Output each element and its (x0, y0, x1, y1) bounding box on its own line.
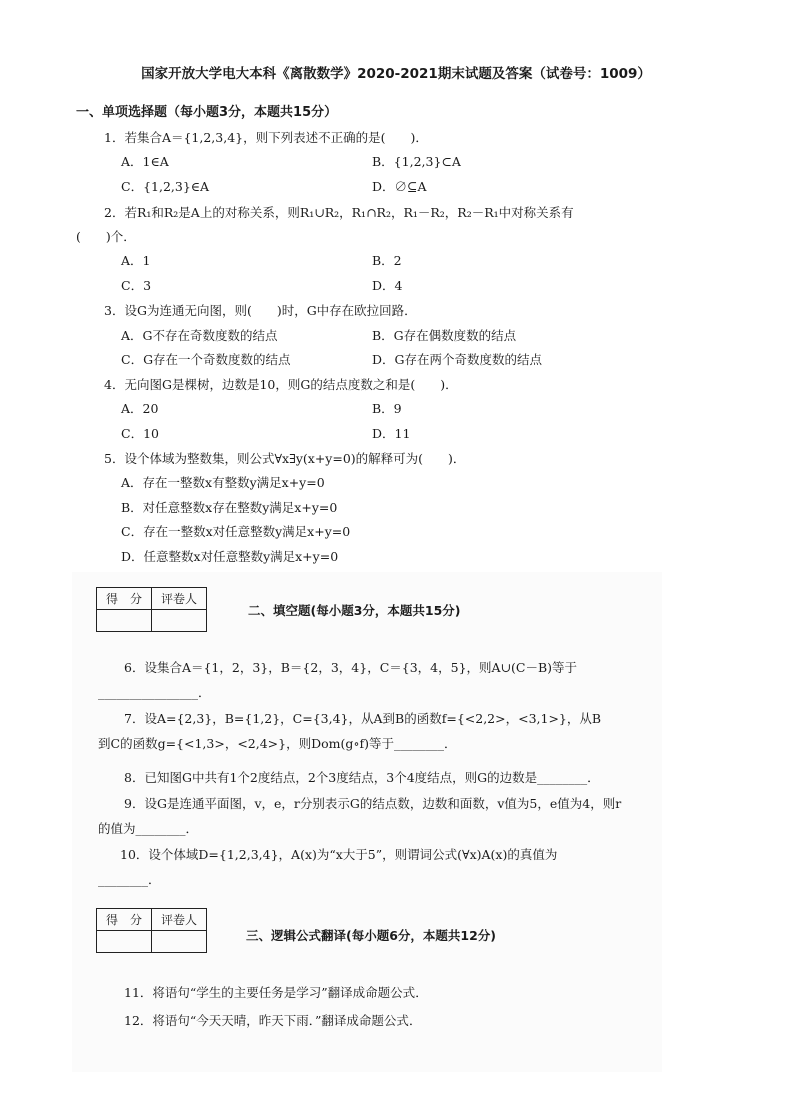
q12-stem: 12．将语句“今天天晴，昨天下雨．”翻译成命题公式． (124, 1013, 422, 1028)
q1-option-c: C．{1,2,3}∈A (121, 179, 210, 194)
q10-blank: ________． (98, 872, 161, 887)
q4-option-b: B．9 (372, 401, 402, 416)
q2-stem: 2．若R₁和R₂是A上的对称关系，则R₁∪R₂，R₁∩R₂，R₁－R₂，R₂－R₁中对称关系有 (104, 205, 574, 220)
q3-stem: 3．设G为连通无向图，则( )时，G中存在欧拉回路． (104, 303, 417, 318)
q7-stem: 7．设A={2,3}，B={1,2}，C={3,4}，从A到B的函数f={<2,2>，<3,1>}，从B (124, 711, 602, 726)
q3-option-d: D．G存在两个奇数度数的结点 (372, 352, 543, 367)
score-table-3 (96, 908, 207, 953)
q4-stem: 4．无向图G是棵树，边数是10，则G的结点度数之和是( )． (104, 377, 458, 392)
section1-heading: 一、单项选择题（每小题3分，本题共15分） (76, 105, 338, 120)
q5-option-b: B．对任意整数x存在整数y满足x+y=0 (121, 500, 338, 515)
q4-option-a: A．20 (121, 401, 159, 416)
grader-label: 评卷人 (152, 909, 207, 931)
q7-stem-cont: 到C的函数g={<1,3>，<2,4>}，则Dom(g∘f)等于________． (98, 736, 457, 751)
q2-option-c: C．3 (121, 278, 152, 293)
q9-stem-cont: 的值为________． (98, 821, 199, 836)
q11-stem: 11．将语句“学生的主要任务是学习”翻译成命题公式． (124, 985, 428, 1000)
score-table-2 (96, 587, 207, 632)
q2-option-a: A．1 (121, 253, 151, 268)
q3-option-b: B．G存在偶数度数的结点 (372, 328, 517, 343)
q2-stem-cont: ( )个． (76, 229, 136, 244)
q4-option-d: D．11 (372, 426, 411, 441)
q3-option-a: A．G不存在奇数度数的结点 (121, 328, 278, 343)
q10-stem: 10．设个体域D={1,2,3,4}，A(x)为“x大于5”，则谓词公式(∀x)A(x)的真值为 (120, 847, 558, 862)
q1-option-a: A．1∈A (121, 154, 169, 169)
section3-heading: 三、逻辑公式翻译(每小题6分，本题共12分) (246, 928, 497, 943)
q1-stem: 1．若集合A＝{1,2,3,4}，则下列表述不正确的是( )． (104, 130, 428, 145)
q8-stem: 8．已知图G中共有1个2度结点，2个3度结点，3个4度结点，则G的边数是________． (124, 770, 600, 785)
score-label: 得 分 (97, 909, 152, 931)
q3-option-c: C．G存在一个奇数度数的结点 (121, 352, 291, 367)
q5-option-c: C．存在一整数x对任意整数y满足x+y=0 (121, 524, 351, 539)
q5-option-d: D．任意整数x对任意整数y满足x+y=0 (121, 549, 339, 564)
section2-heading: 二、填空题(每小题3分，本题共15分) (248, 603, 461, 618)
score-cell[interactable] (97, 610, 152, 632)
q9-stem: 9．设G是连通平面图，v，e，r分别表示G的结点数，边数和面数，v值为5，e值为4，则r (124, 796, 622, 811)
q5-stem: 5．设个体域为整数集，则公式∀x∃y(x+y=0)的解释可为( )． (104, 451, 466, 466)
q4-option-c: C．10 (121, 426, 159, 441)
score-cell[interactable] (97, 931, 152, 953)
q6-blank: ________________． (98, 685, 211, 700)
score-label: 得 分 (97, 588, 152, 610)
q1-option-b: B．{1,2,3}⊂A (372, 154, 461, 169)
q2-option-d: D．4 (372, 278, 403, 293)
q1-option-d: D．∅⊆A (372, 179, 427, 194)
grader-cell[interactable] (152, 931, 207, 953)
q6-stem: 6．设集合A＝{1，2，3}，B＝{2，3，4}，C＝{3，4，5}，则A∪(C－B)等于 (124, 660, 578, 675)
grader-label: 评卷人 (152, 588, 207, 610)
q5-option-a: A．存在一整数x有整数y满足x+y=0 (121, 475, 325, 490)
q2-option-b: B．2 (372, 253, 402, 268)
grader-cell[interactable] (152, 610, 207, 632)
page-title: 国家开放大学电大本科《离散数学》2020-2021期末试题及答案（试卷号：1009） (141, 66, 651, 82)
